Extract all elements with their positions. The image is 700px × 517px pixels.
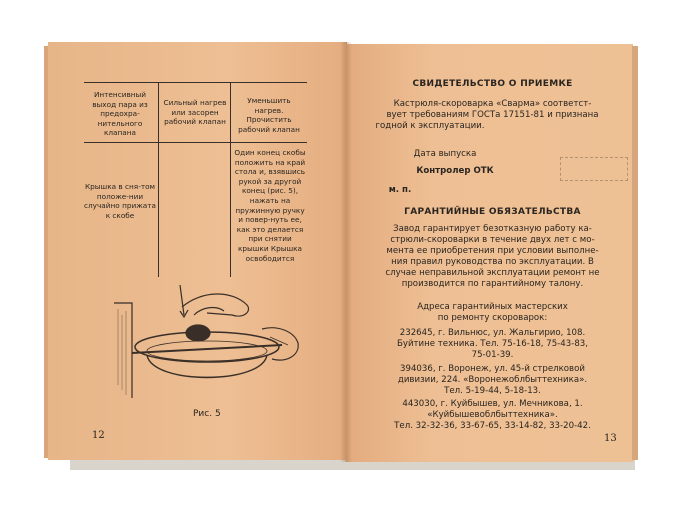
troubleshooting-table	[84, 82, 307, 277]
acceptance-text-line-2: вует требованиям ГОСТа 17151-81 и признана	[386, 110, 599, 120]
table-rule-middle	[84, 142, 307, 143]
address-2-line-1: 394036, г. Воронеж, ул. 45-й стрелковой	[400, 364, 585, 374]
stamp-place-label: м. п.	[388, 185, 412, 195]
table-rule-col2	[230, 82, 231, 277]
book-edge-right	[632, 46, 638, 460]
address-1-line-1: 232645, г. Вильнюс, ул. Жальгирио, 108.	[399, 328, 586, 338]
address-1-line-2: Буйтине техника. Тел. 75-16-18, 75-43-83,	[396, 339, 588, 349]
table-row2-remedy: Один конец скобы положить на край стола и, взявшись рукой за другой конец (рис. 5), нажать на пружинную ручку и повер-нуть ее, как это делается при снятии крышки Крышка освободится	[234, 148, 306, 263]
table-row1-cause: Интенсивный выход пара из предохра-нительного клапана	[92, 90, 148, 138]
addresses-title-line-2: по ремонту скороварок:	[437, 313, 548, 323]
controller-label: Контролер ОТК	[416, 166, 494, 176]
book-spine	[340, 42, 352, 462]
page-number-right: 13	[604, 433, 617, 444]
acceptance-text-line-3: годной к эксплуатации.	[375, 121, 485, 131]
address-3-line-3: Тел. 32-32-36, 33-67-65, 33-14-82, 33-20-42.	[394, 421, 591, 431]
table-rule-col1	[158, 82, 159, 277]
figure-caption: Рис. 5	[193, 409, 221, 419]
faint-stamp-mark	[560, 157, 628, 181]
address-2-line-3: Тел. 5-19-44, 5-18-13.	[444, 386, 541, 396]
warranty-line-3: мента ее приобретения при условии выполне-	[386, 246, 599, 256]
table-row2-cause: Крышка в сня-том положе-нии случайно прижата к скобе	[84, 182, 156, 220]
acceptance-title: СВИДЕТЕЛЬСТВО О ПРИЕМКЕ	[412, 79, 573, 89]
acceptance-text-line-1: Кастрюля-скороварка «Сварма» соответст-	[393, 99, 592, 109]
page-number-left: 12	[92, 430, 105, 441]
table-rule-top	[84, 82, 307, 83]
table-row1-remedy: Уменьшить нагрев. Прочистить рабочий клапан	[238, 96, 300, 134]
addresses-title-line-1: Адреса гарантийных мастерских	[417, 302, 568, 312]
address-3-line-2: «Куйбышевоблбыттехника».	[427, 410, 558, 420]
address-2-line-2: дивизии, 224. «Воронежоблбыттехника».	[397, 375, 588, 385]
warranty-line-5: случае неправильной эксплуатации ремонт не	[385, 268, 600, 278]
address-1-line-3: 75-01-39.	[471, 350, 514, 360]
table-row1-reason: Сильный нагрев или засорен рабочий клапан	[163, 98, 227, 127]
warranty-line-1: Завод гарантирует безотказную работу ка-	[393, 224, 592, 234]
warranty-title: ГАРАНТИЙНЫЕ ОБЯЗАТЕЛЬСТВА	[404, 207, 581, 217]
warranty-line-6: производится по гарантийному талону.	[401, 279, 584, 289]
pressure-cooker-illustration	[112, 285, 302, 400]
address-3-line-1: 443030, г. Куйбышев, ул. Мечникова, 1.	[402, 399, 583, 409]
warranty-line-2: стрюли-скороварки в течение двух лет с мо-	[390, 235, 595, 245]
release-date-label: Дата выпуска	[413, 149, 477, 159]
warranty-line-4: ния правил руководства по эксплуатации. В	[391, 257, 594, 267]
